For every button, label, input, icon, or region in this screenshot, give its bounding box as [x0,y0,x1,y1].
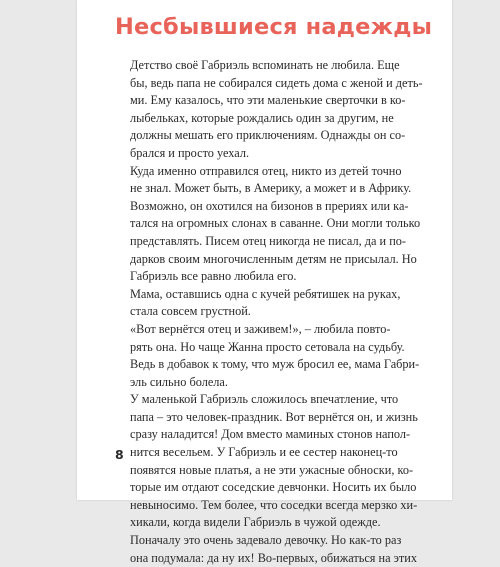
text-line: брался и просто уехал. [130,145,250,160]
text-line: Габриэль все равно любила его. [130,269,297,284]
text-line: Куда именно отправился отец, никто из детей точно [130,163,402,178]
page-number: 8 [115,447,124,462]
text-line: дарков своим многочисленным детям не присылал. Но [130,251,417,266]
text-line: торые им отдают соседские девчонки. Носить их было [130,480,417,495]
text-line: стала совсем грустной. [130,304,251,319]
text-line: тался на огромных слонах в саванне. Они могли только [130,216,421,231]
text-line: лыбельках, которые рождались один за другим, не [130,110,394,125]
paragraph [115,286,419,321]
text-line: рять она. Но чаще Жанна просто сетовала на судьбу. [130,339,405,354]
text-line: не знал. Может быть, в Америку, а может и в Африку. [130,181,412,196]
text-line: «Вот вернётся отец и заживем!», – любила повто- [130,321,391,336]
book-page [77,0,452,565]
chapter-title: Несбывшиеся надежды [115,14,433,40]
paragraph [115,163,419,286]
text-line: хикали, когда видели Габриэль в чужой одежде. [130,515,381,530]
paragraph [115,57,423,163]
text-line: представлять. Писем отец никогда не писал, да и по- [130,233,407,248]
text-line: ми. Ему казалось, что эти маленькие сверточки в ко- [130,93,406,108]
paragraph [115,532,419,567]
text-line: Поначалу это очень задевало девочку. Но как-то раз [130,533,402,548]
text-line: Мама, оставшись одна с кучей ребятишек на руках, [130,286,401,301]
text-line: Детство своё Габриэль вспоминать не любила. Еще [130,58,400,72]
text-line: появятся новые платья, а не эти ужасные обноски, ко- [130,462,414,477]
paragraph [115,321,419,391]
text-line: Возможно, он охотился на бизонов в прериях или ка- [130,198,409,213]
text-line: бы, ведь папа не собирался сидеть дома с женой и деть- [130,75,423,90]
paragraph [115,391,419,532]
body-text [115,57,423,567]
text-line: невыносимо. Тем более, что соседки всегда мерзко хи- [130,497,418,512]
text-line: она подумала: да ну их! Во-первых, обижаться на этих [130,550,418,565]
text-line: Ведь в добавок к тому, что муж бросил ее, мама Габри- [130,357,420,372]
text-line: должны мешать его приключениям. Однажды он со- [130,128,406,143]
text-line: эль сильно болела. [130,374,228,389]
text-line: папа – это человек-праздник. Вот вернётся он, и жизнь [130,409,418,424]
text-line: сразу наладится! Дом вместо маминых стонов напол- [130,427,411,442]
text-line: нится весельем. У Габриэль и ее сестер наконец-то [130,445,398,460]
text-line: У маленькой Габриэль сложилось впечатление, что [130,392,399,407]
